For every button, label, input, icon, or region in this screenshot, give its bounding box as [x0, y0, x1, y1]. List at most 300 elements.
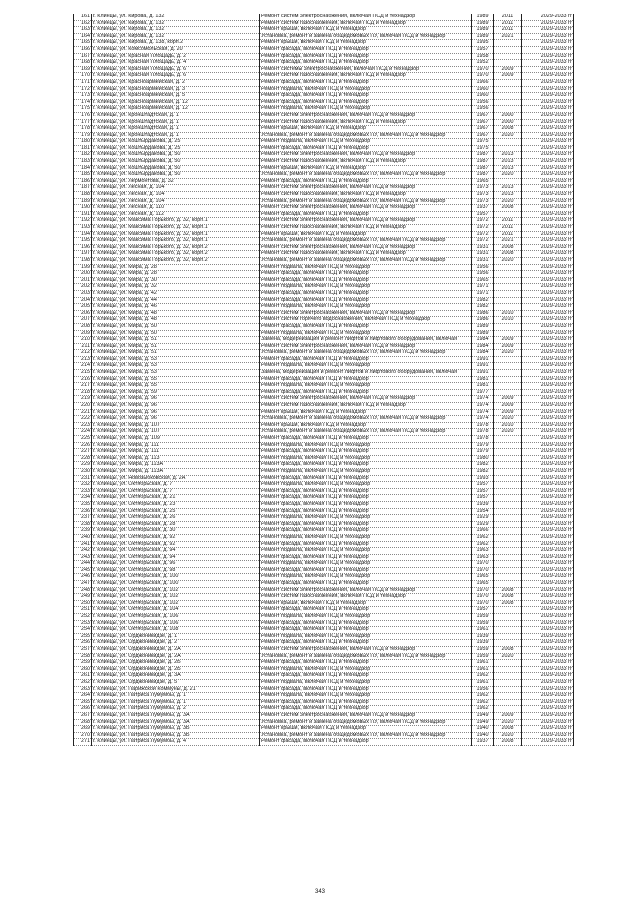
work-type-cell: Ремонт подвала, включая ПСД и технадзор — [260, 693, 472, 700]
address-cell: г. Клинцы, ул. Октябрьская, д. 21 — [92, 495, 260, 502]
last-repair-year-cell — [494, 264, 522, 271]
row-number: 193 — [74, 225, 92, 232]
table-row — [74, 501, 574, 508]
table-row — [74, 554, 574, 561]
work-type-cell: Ремонт систем электроснабжения, включая ПСД и технадзор — [260, 218, 472, 225]
table-row — [74, 145, 574, 152]
work-type-cell: Ремонт фасада, включая ПСД и технадзор — [260, 528, 472, 535]
work-type-cell: Ремонт фасада, включая ПСД и технадзор — [260, 686, 472, 693]
build-year-cell: 1961 — [472, 666, 494, 673]
table-row — [74, 521, 574, 528]
address-cell: г. Клинцы, ул. Коштырдакова, д. 25 — [92, 145, 260, 152]
table-row — [74, 693, 574, 700]
work-type-cell: Ремонт фасада, включая ПСД и технадзор — [260, 607, 472, 614]
row-number: 188 — [74, 192, 92, 199]
work-type-cell: Ремонт системы электроснабжения, включая ПСД и технадзор — [260, 66, 472, 73]
planned-period-cell: 2029-2033 гг — [522, 323, 574, 330]
last-repair-year-cell — [494, 86, 522, 93]
row-number: 186 — [74, 178, 92, 185]
build-year-cell: 1979 — [472, 449, 494, 456]
row-number: 215 — [74, 370, 92, 377]
address-cell: г. Клинцы, ул. Октябрьская, д. 98 — [92, 567, 260, 574]
work-type-cell: Ремонт фасада, включая ПСД и технадзор — [260, 706, 472, 713]
planned-period-cell: 2029-2033 гг — [522, 561, 574, 568]
last-repair-year-cell — [494, 363, 522, 370]
planned-period-cell: 2029-2033 гг — [522, 567, 574, 574]
last-repair-year-cell — [494, 673, 522, 680]
work-type-cell: Ремонт фасада, включая ПСД и технадзор — [260, 277, 472, 284]
last-repair-year-cell — [494, 633, 522, 640]
work-type-cell: Ремонт систем электроснабжения, включая ПСД и технадзор — [260, 14, 472, 20]
build-year-cell: 1967 — [472, 112, 494, 119]
work-type-cell: Ремонт систем газоснабжения, включая ПСД и технадзор — [260, 594, 472, 601]
work-type-cell: Ремонт фасада, включая ПСД и технадзор — [260, 79, 472, 86]
address-cell: г. Клинцы, ул. Октябрьская, д. 102 — [92, 600, 260, 607]
table-row — [74, 647, 574, 654]
row-number: 270 — [74, 732, 92, 739]
last-repair-year-cell: 2011 — [494, 231, 522, 238]
build-year-cell: 1970 — [472, 567, 494, 574]
address-cell: г. Клинцы, ул. Орджоникидзе, д. 2А — [92, 653, 260, 660]
row-number: 169 — [74, 66, 92, 73]
row-number: 254 — [74, 627, 92, 634]
work-type-cell: Ремонт крыши, включая ПСД и технадзор — [260, 422, 472, 429]
last-repair-year-cell — [494, 561, 522, 568]
planned-period-cell: 2029-2033 гг — [522, 73, 574, 80]
table-row — [74, 587, 574, 594]
address-cell: г. Клинцы, ул. Мира, д. 30 — [92, 277, 260, 284]
row-number: 242 — [74, 548, 92, 555]
work-type-cell: Установка, ремонт и замена общедомовых ПУ, включая ПСД и технадзор — [260, 172, 472, 179]
work-type-cell: Ремонт подвала, включая ПСД и технадзор — [260, 614, 472, 621]
address-cell: г. Клинцы, ул. Красная Площадь, д. 6 — [92, 66, 260, 73]
table-row — [74, 732, 574, 739]
last-repair-year-cell — [494, 290, 522, 297]
build-year-cell: 1954 — [472, 508, 494, 515]
row-number: 256 — [74, 640, 92, 647]
last-repair-year-cell — [494, 666, 522, 673]
work-type-cell: Ремонт систем электроснабжения, включая ПСД и технадзор — [260, 647, 472, 654]
table-row — [74, 277, 574, 284]
build-year-cell: 1989 — [472, 330, 494, 337]
build-year-cell: 1987 — [472, 159, 494, 166]
build-year-cell: 1993 — [472, 475, 494, 482]
planned-period-cell: 2029-2033 гг — [522, 449, 574, 456]
work-type-cell: Ремонт подвала, включая ПСД и технадзор — [260, 284, 472, 291]
row-number: 209 — [74, 330, 92, 337]
work-type-cell: Ремонт фасада, включая ПСД и технадзор — [260, 436, 472, 443]
table-row — [74, 290, 574, 297]
row-number: 167 — [74, 53, 92, 60]
address-cell: г. Клинцы, ул. Кирова, д. 138, корп.2 — [92, 40, 260, 47]
build-year-cell: 1965 — [472, 581, 494, 588]
work-type-cell: Ремонт систем электроснабжения, включая ПСД и технадзор — [260, 712, 472, 719]
row-number: 212 — [74, 350, 92, 357]
work-type-cell: Ремонт подвала, включая ПСД и технадзор — [260, 86, 472, 93]
table-row — [74, 660, 574, 667]
address-cell: г. Клинцы, ул. Лесная, д. 110 — [92, 205, 260, 212]
last-repair-year-cell — [494, 455, 522, 462]
table-row — [74, 33, 574, 40]
table-row — [74, 436, 574, 443]
planned-period-cell: 2029-2033 гг — [522, 304, 574, 311]
planned-period-cell: 2029-2033 гг — [522, 614, 574, 621]
work-type-cell: Ремонт фасада, включая ПСД и технадзор — [260, 699, 472, 706]
work-type-cell: Ремонт подвала, включая ПСД и технадзор — [260, 363, 472, 370]
address-cell: г. Клинцы, ул. Мира, д. 111 — [92, 449, 260, 456]
address-cell: г. Клинцы, ул. Патриса Лумумбы, д. 1 — [92, 699, 260, 706]
planned-period-cell: 2029-2033 гг — [522, 574, 574, 581]
planned-period-cell: 2029-2033 гг — [522, 112, 574, 119]
last-repair-year-cell — [494, 501, 522, 508]
row-number: 265 — [74, 699, 92, 706]
build-year-cell: 1981 — [472, 383, 494, 390]
work-type-cell: Установка, ремонт и замена общедомовых ПУ, включая ПСД и технадзор — [260, 429, 472, 436]
table-row — [74, 27, 574, 34]
last-repair-year-cell: 2008 — [494, 205, 522, 212]
address-cell: г. Клинцы, ул. Октябрьская, д. 94 — [92, 554, 260, 561]
planned-period-cell: 2029-2033 гг — [522, 218, 574, 225]
build-year-cell: 1980 — [472, 455, 494, 462]
table-row — [74, 666, 574, 673]
address-cell: г. Клинцы, ул. Орджоникидзе, д. 2А — [92, 647, 260, 654]
table-row — [74, 495, 574, 502]
table-row — [74, 376, 574, 383]
address-cell: г. Клинцы, ул. Кирова, д. 132 — [92, 14, 260, 20]
planned-period-cell: 2029-2033 гг — [522, 178, 574, 185]
work-type-cell: Ремонт систем газоснабжения, включая ПСД и технадзор — [260, 73, 472, 80]
address-cell: г. Клинцы, ул. Патриса Лумумбы, д. 1 — [92, 693, 260, 700]
build-year-cell: 1973 — [472, 185, 494, 192]
last-repair-year-cell — [494, 528, 522, 535]
build-year-cell: 1956 — [472, 271, 494, 278]
build-year-cell: 1973 — [472, 192, 494, 199]
planned-period-cell: 2029-2033 гг — [522, 640, 574, 647]
planned-period-cell: 2029-2033 гг — [522, 172, 574, 179]
planned-period-cell: 2029-2033 гг — [522, 264, 574, 271]
work-type-cell: Ремонт подвала, включая ПСД и технадзор — [260, 561, 472, 568]
build-year-cell: 1962 — [472, 541, 494, 548]
table-row — [74, 614, 574, 621]
row-number: 171 — [74, 79, 92, 86]
build-year-cell: 1984 — [472, 350, 494, 357]
row-number: 184 — [74, 165, 92, 172]
last-repair-year-cell — [494, 482, 522, 489]
build-year-cell: 1974 — [472, 409, 494, 416]
address-cell: г. Клинцы, ул. Коштырдакова, д. 50 — [92, 152, 260, 159]
address-cell: г. Клинцы, ул. Коштырдакова, д. 50 — [92, 159, 260, 166]
last-repair-year-cell — [494, 389, 522, 396]
work-type-cell: Ремонт фасада, включая ПСД и технадзор — [260, 462, 472, 469]
planned-period-cell: 2029-2033 гг — [522, 126, 574, 133]
row-number: 206 — [74, 310, 92, 317]
planned-period-cell: 2029-2033 гг — [522, 508, 574, 515]
last-repair-year-cell: 2020 — [494, 257, 522, 264]
address-cell: г. Клинцы, ул. Мира, д. 113А — [92, 462, 260, 469]
table-row — [74, 712, 574, 719]
planned-period-cell: 2029-2033 гг — [522, 20, 574, 27]
planned-period-cell: 2029-2033 гг — [522, 257, 574, 264]
table-row — [74, 449, 574, 456]
planned-period-cell: 2029-2033 гг — [522, 488, 574, 495]
address-cell: г. Клинцы, ул. Октябрьская, д. 30 — [92, 528, 260, 535]
address-cell: г. Клинцы, ул. Максима Горького, д. 32, корп.1 — [92, 238, 260, 245]
table-row — [74, 653, 574, 660]
last-repair-year-cell: 2013 — [494, 159, 522, 166]
address-cell: г. Клинцы, ул. Орджоникидзе, д. 2 — [92, 640, 260, 647]
table-row — [74, 40, 574, 47]
last-repair-year-cell: 2008 — [494, 726, 522, 733]
address-cell: г. Клинцы, ул. Мира, д. 32 — [92, 284, 260, 291]
last-repair-year-cell: 2009 — [494, 403, 522, 410]
build-year-cell: 1963 — [472, 548, 494, 555]
planned-period-cell: 2029-2033 гг — [522, 554, 574, 561]
build-year-cell: 1961 — [472, 627, 494, 634]
build-year-cell: 1970 — [472, 561, 494, 568]
row-number: 261 — [74, 673, 92, 680]
planned-period-cell: 2029-2033 гг — [522, 159, 574, 166]
work-type-cell: Ремонт фасада, включая ПСД и технадзор — [260, 99, 472, 106]
work-type-cell: Ремонт фасада, включая ПСД и технадзор — [260, 297, 472, 304]
address-cell: г. Клинцы, ул. Мира, д. 53 — [92, 363, 260, 370]
planned-period-cell: 2029-2033 гг — [522, 66, 574, 73]
build-year-cell: 1973 — [472, 198, 494, 205]
row-number: 227 — [74, 449, 92, 456]
address-cell: г. Клинцы, ул. Мира, д. 53 — [92, 370, 260, 377]
planned-period-cell: 2029-2033 гг — [522, 284, 574, 291]
build-year-cell: 1929 — [472, 515, 494, 522]
address-cell: г. Клинцы, ул. Патриса Лумумбы, д. 3Б — [92, 732, 260, 739]
address-cell: г. Клинцы, ул. Патриса Лумумбы, д. 3А — [92, 712, 260, 719]
table-row — [74, 238, 574, 245]
table-row — [74, 561, 574, 568]
planned-period-cell: 2029-2033 гг — [522, 495, 574, 502]
table-row — [74, 633, 574, 640]
row-number: 232 — [74, 482, 92, 489]
build-year-cell: 1959 — [472, 653, 494, 660]
address-cell: г. Клинцы, ул. Лермонтова, д. 32 — [92, 178, 260, 185]
row-number: 224 — [74, 429, 92, 436]
row-number: 219 — [74, 396, 92, 403]
address-cell: г. Клинцы, ул. Красноармейская, д. 3 — [92, 86, 260, 93]
row-number: 199 — [74, 264, 92, 271]
address-cell: г. Клинцы, ул. Патриса Лумумбы, д. 3А — [92, 719, 260, 726]
last-repair-year-cell — [494, 693, 522, 700]
address-cell: г. Клинцы, ул. Мира, д. 51 — [92, 350, 260, 357]
row-number: 185 — [74, 172, 92, 179]
table-row — [74, 251, 574, 258]
address-cell: г. Клинцы, ул. Октябрьская, д. 7 — [92, 482, 260, 489]
table-row — [74, 739, 574, 746]
work-type-cell: Ремонт систем газоснабжения, включая ПСД и технадзор — [260, 159, 472, 166]
work-type-cell: Ремонт крыши, включая ПСД и технадзор — [260, 165, 472, 172]
row-number: 223 — [74, 422, 92, 429]
last-repair-year-cell: 2021 — [494, 238, 522, 245]
last-repair-year-cell — [494, 468, 522, 475]
address-cell: г. Клинцы, ул. Мира, д. 59 — [92, 389, 260, 396]
build-year-cell: 1978 — [472, 422, 494, 429]
build-year-cell: 1963 — [472, 554, 494, 561]
planned-period-cell: 2029-2033 гг — [522, 732, 574, 739]
row-number: 226 — [74, 442, 92, 449]
work-type-cell: Замена, модернизация и ремонт лифтов и лифтового оборудования, включая — [260, 370, 472, 377]
row-number: 257 — [74, 647, 92, 654]
build-year-cell: 1970 — [472, 600, 494, 607]
build-year-cell: 1957 — [472, 211, 494, 218]
row-number: 216 — [74, 376, 92, 383]
last-repair-year-cell — [494, 211, 522, 218]
work-type-cell: Ремонт фасада, включая ПСД и технадзор — [260, 211, 472, 218]
last-repair-year-cell — [494, 442, 522, 449]
planned-period-cell: 2029-2033 гг — [522, 442, 574, 449]
work-type-cell: Ремонт фасада, включая ПСД и технадзор — [260, 53, 472, 60]
table-row — [74, 627, 574, 634]
table-row — [74, 488, 574, 495]
address-cell: г. Клинцы, ул. Октябрьская, д. 106 — [92, 614, 260, 621]
row-number: 268 — [74, 719, 92, 726]
build-year-cell: 1989 — [472, 33, 494, 40]
build-year-cell: 1962 — [472, 706, 494, 713]
address-cell: г. Клинцы, ул. Мира, д. 48 — [92, 310, 260, 317]
table-row — [74, 581, 574, 588]
build-year-cell: 1989 — [472, 14, 494, 20]
build-year-cell: 1966 — [472, 79, 494, 86]
last-repair-year-cell — [494, 620, 522, 627]
planned-period-cell: 2029-2033 гг — [522, 376, 574, 383]
last-repair-year-cell: 2021 — [494, 33, 522, 40]
work-type-cell: Установка, ремонт и замена общедомовых ПУ, включая ПСД и технадзор — [260, 257, 472, 264]
table-row — [74, 442, 574, 449]
row-number: 203 — [74, 290, 92, 297]
last-repair-year-cell: 2020 — [494, 719, 522, 726]
address-cell: г. Клинцы, ул. Лесная, д. 104 — [92, 185, 260, 192]
table-row — [74, 600, 574, 607]
planned-period-cell: 2029-2033 гг — [522, 106, 574, 113]
row-number: 229 — [74, 462, 92, 469]
build-year-cell: 1971 — [472, 284, 494, 291]
table-row — [74, 304, 574, 311]
work-type-cell: Ремонт систем электроснабжения, включая ПСД и технадзор — [260, 310, 472, 317]
build-year-cell: 1984 — [472, 337, 494, 344]
work-type-cell: Ремонт фасада, включая ПСД и технадзор — [260, 501, 472, 508]
work-type-cell: Ремонт систем газоснабжения, включая ПСД и технадзор — [260, 403, 472, 410]
planned-period-cell: 2029-2033 гг — [522, 225, 574, 232]
table-row — [74, 719, 574, 726]
last-repair-year-cell — [494, 699, 522, 706]
work-type-cell: Ремонт подвала, включая ПСД и технадзор — [260, 633, 472, 640]
build-year-cell: 1939 — [472, 640, 494, 647]
planned-period-cell: 2029-2033 гг — [522, 699, 574, 706]
table-row — [74, 132, 574, 139]
work-type-cell: Ремонт фасада, включая ПСД и технадзор — [260, 376, 472, 383]
address-cell: г. Клинцы, ул. Октябрьская, д. 104 — [92, 607, 260, 614]
address-cell: г. Клинцы, ул. Кирова, д. 132 — [92, 33, 260, 40]
work-type-cell: Ремонт систем электроснабжения, включая ПСД и технадзор — [260, 244, 472, 251]
build-year-cell: 1972 — [472, 238, 494, 245]
build-year-cell: 1929 — [472, 521, 494, 528]
last-repair-year-cell: 2009 — [494, 66, 522, 73]
planned-period-cell: 2029-2033 гг — [522, 528, 574, 535]
last-repair-year-cell — [494, 330, 522, 337]
table-row — [74, 686, 574, 693]
row-number: 271 — [74, 739, 92, 746]
planned-period-cell: 2029-2033 гг — [522, 600, 574, 607]
address-cell: г. Клинцы, ул. Мира, д. 28 — [92, 271, 260, 278]
planned-period-cell: 2029-2033 гг — [522, 660, 574, 667]
planned-period-cell: 2029-2033 гг — [522, 739, 574, 746]
row-number: 264 — [74, 693, 92, 700]
row-number: 222 — [74, 416, 92, 423]
build-year-cell: 1937 — [472, 739, 494, 746]
planned-period-cell: 2029-2033 гг — [522, 297, 574, 304]
last-repair-year-cell — [494, 554, 522, 561]
row-number: 180 — [74, 139, 92, 146]
address-cell: г. Клинцы, ул. Кронштадтская, д. 1 — [92, 112, 260, 119]
table-row — [74, 284, 574, 291]
table-row — [74, 534, 574, 541]
last-repair-year-cell: 2020 — [494, 732, 522, 739]
address-cell: г. Клинцы, ул. Мира, д. 96 — [92, 409, 260, 416]
table-row — [74, 726, 574, 733]
table-row — [74, 73, 574, 80]
table-row — [74, 79, 574, 86]
row-number: 250 — [74, 600, 92, 607]
planned-period-cell: 2029-2033 гг — [522, 679, 574, 686]
row-number: 240 — [74, 534, 92, 541]
work-type-cell: Ремонт фасада, включая ПСД и технадзор — [260, 271, 472, 278]
table-row — [74, 343, 574, 350]
work-type-cell: Ремонт крыши, включая ПСД и технадзор — [260, 409, 472, 416]
build-year-cell: 1970 — [472, 73, 494, 80]
address-cell: г. Клинцы, ул. Мира, д. 42 — [92, 290, 260, 297]
address-cell: г. Клинцы, ул. Октябрьская, д. 94 — [92, 548, 260, 555]
build-year-cell: 1957 — [472, 488, 494, 495]
address-cell: г. Клинцы, ул. Лесная, д. 112 — [92, 211, 260, 218]
last-repair-year-cell: 2009 — [494, 343, 522, 350]
planned-period-cell: 2029-2033 гг — [522, 93, 574, 100]
address-cell: г. Клинцы, ул. Красная Площадь, д. 2 — [92, 53, 260, 60]
row-number: 230 — [74, 468, 92, 475]
last-repair-year-cell: 2013 — [494, 152, 522, 159]
address-cell: г. Клинцы, ул. Мира, д. 46 — [92, 304, 260, 311]
planned-period-cell: 2029-2033 гг — [522, 244, 574, 251]
row-number: 190 — [74, 205, 92, 212]
work-type-cell: Ремонт подвала, включая ПСД и технадзор — [260, 139, 472, 146]
planned-period-cell: 2029-2033 гг — [522, 548, 574, 555]
planned-period-cell: 2029-2033 гг — [522, 152, 574, 159]
build-year-cell: 1965 — [472, 178, 494, 185]
address-cell: г. Клинцы, ул. Коштырдакова, д. 50 — [92, 165, 260, 172]
last-repair-year-cell — [494, 488, 522, 495]
row-number: 233 — [74, 488, 92, 495]
work-type-cell: Ремонт фасада, включая ПСД и технадзор — [260, 356, 472, 363]
row-number: 269 — [74, 726, 92, 733]
address-cell: г. Клинцы, ул. Мира, д. 28 — [92, 264, 260, 271]
address-cell: г. Клинцы, ул. Мира, д. 111 — [92, 442, 260, 449]
table-row — [74, 337, 574, 344]
row-number: 239 — [74, 528, 92, 535]
build-year-cell: 1971 — [472, 290, 494, 297]
table-row — [74, 594, 574, 601]
row-number: 162 — [74, 20, 92, 27]
work-type-cell: Ремонт фасада, включая ПСД и технадзор — [260, 46, 472, 53]
table-row — [74, 548, 574, 555]
work-type-cell: Ремонт систем электроснабжения, включая ПСД и технадзор — [260, 185, 472, 192]
work-type-cell: Ремонт подвала, включая ПСД и технадзор — [260, 455, 472, 462]
table-body — [74, 14, 574, 745]
row-number: 237 — [74, 515, 92, 522]
row-number: 217 — [74, 383, 92, 390]
